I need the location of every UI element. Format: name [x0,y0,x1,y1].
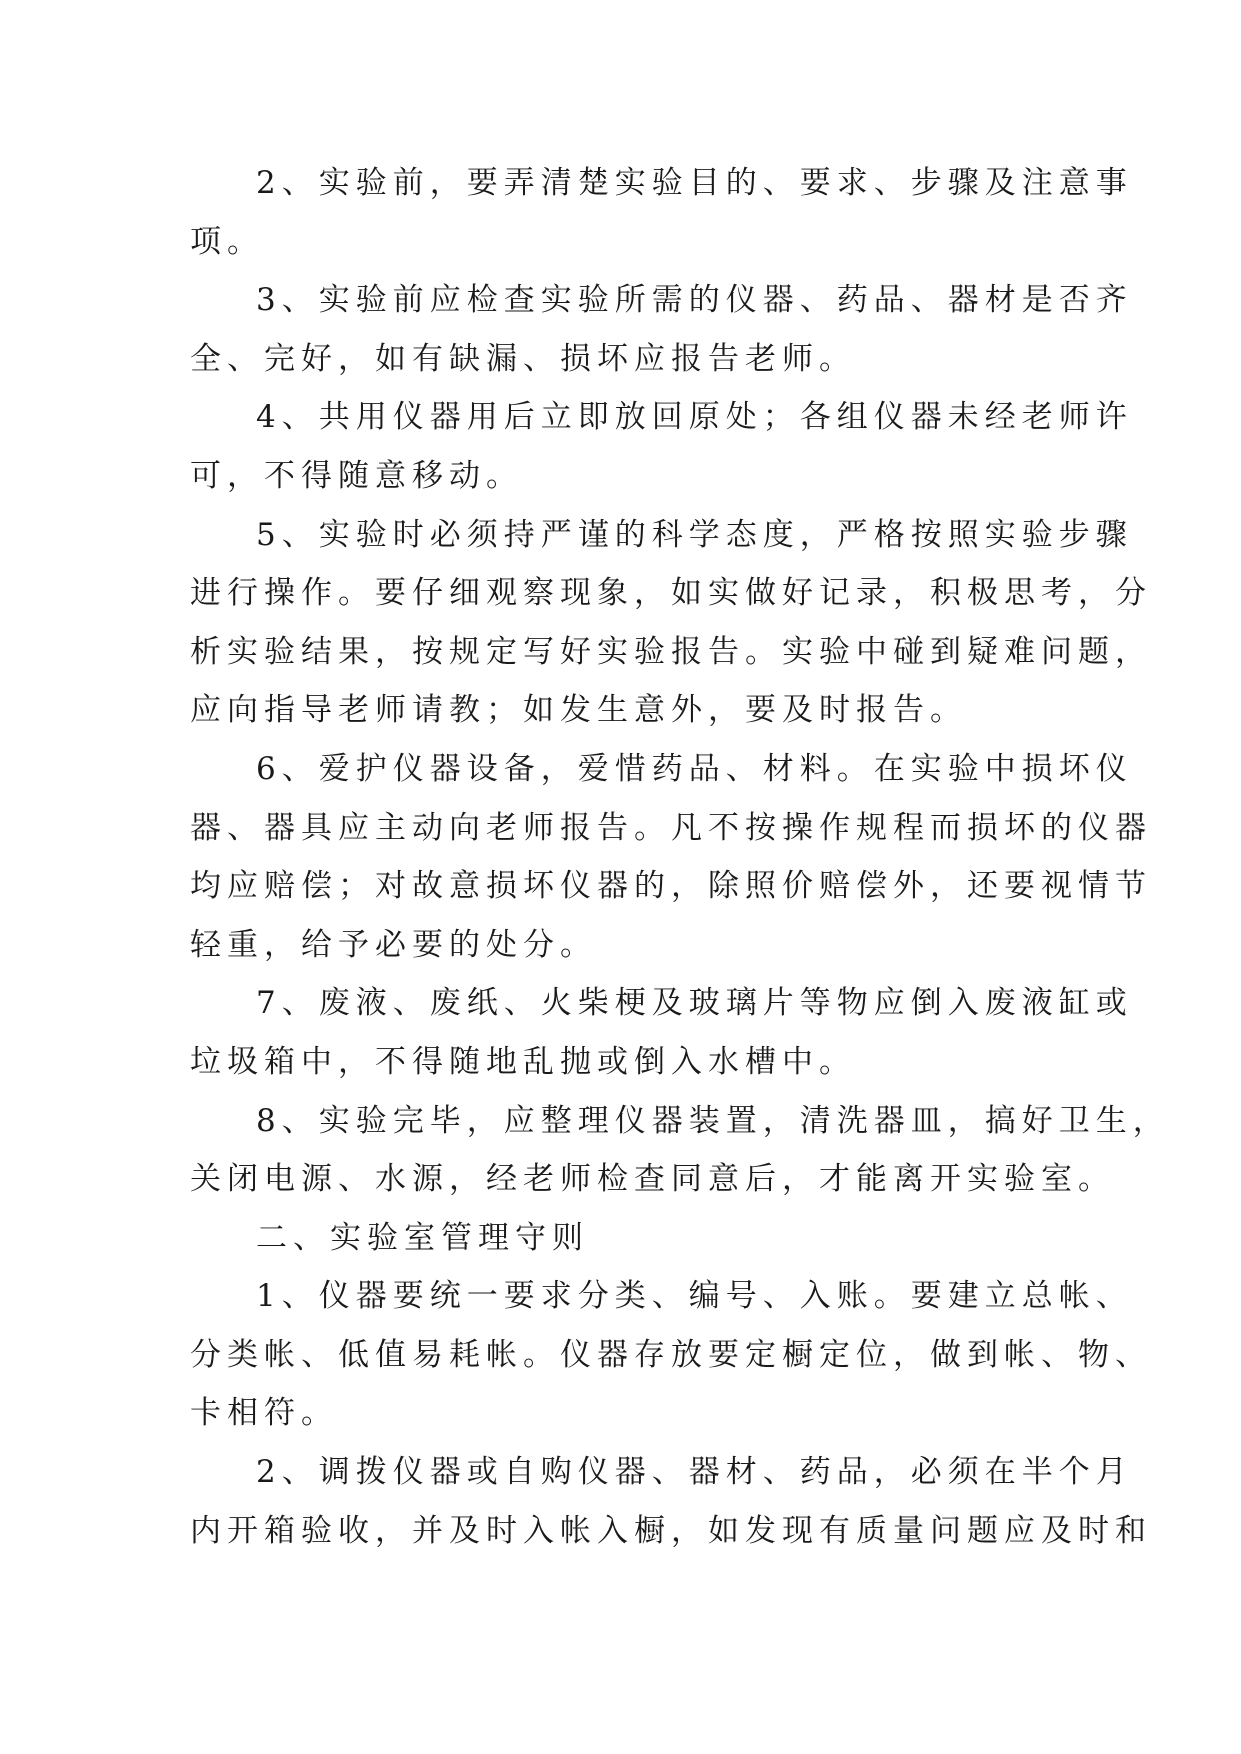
text-line: 关闭电源、水源，经老师检查同意后，才能离开实验室。 [190,1161,1115,1198]
text-line: 可，不得随意移动。 [190,457,523,494]
text-line: 7、废液、废纸、火柴梗及玻璃片等物应倒入废液缸或 [256,985,1133,1022]
text-line: 3、实验前应检查实验所需的仪器、药品、器材是否齐 [256,282,1133,319]
document-body [190,154,1170,1560]
text-line: 2、调拨仪器或自购仪器、器材、药品，必须在半个月 [256,1454,1133,1491]
text-line: 应向指导老师请教；如发生意外，要及时报告。 [190,692,967,729]
text-line: 2、实验前，要弄清楚实验目的、要求、步骤及注意事 [256,165,1133,201]
section-heading: 二、实验室管理守则 [256,1219,589,1256]
text-line: 析实验结果，按规定写好实验报告。实验中碰到疑难问题， [190,633,1152,670]
text-line: 全、完好，如有缺漏、损坏应报告老师。 [190,340,856,377]
text-line: 1、仪器要统一要求分类、编号、入账。要建立总帐、 [256,1278,1133,1315]
text-line: 6、爱护仪器设备，爱惜药品、材料。在实验中损坏仪 [256,750,1133,787]
text-line: 分类帐、低值易耗帐。仪器存放要定橱定位，做到帐、物、 [190,1336,1152,1373]
text-line: 进行操作。要仔细观察现象，如实做好记录，积极思考，分 [190,575,1152,612]
text-line: 卡相符。 [190,1395,338,1432]
text-line: 5、实验时必须持严谨的科学态度，严格按照实验步骤 [256,516,1133,553]
text-line: 轻重，给予必要的处分。 [190,926,597,963]
text-line: 内开箱验收，并及时入帐入橱，如发现有质量问题应及时和 [190,1512,1152,1549]
text-line: 器、器具应主动向老师报告。凡不按操作规程而损坏的仪器 [190,809,1152,846]
text-line: 4、共用仪器用后立即放回原处；各组仪器未经老师许 [256,399,1133,436]
text-line: 项。 [190,223,264,260]
text-line: 8、实验完毕，应整理仪器装置，清洗器皿，搞好卫生， [256,1102,1170,1139]
text-line: 垃圾箱中，不得随地乱抛或倒入水槽中。 [190,1043,856,1080]
text-line: 均应赔偿；对故意损坏仪器的，除照价赔偿外，还要视情节 [190,868,1152,905]
